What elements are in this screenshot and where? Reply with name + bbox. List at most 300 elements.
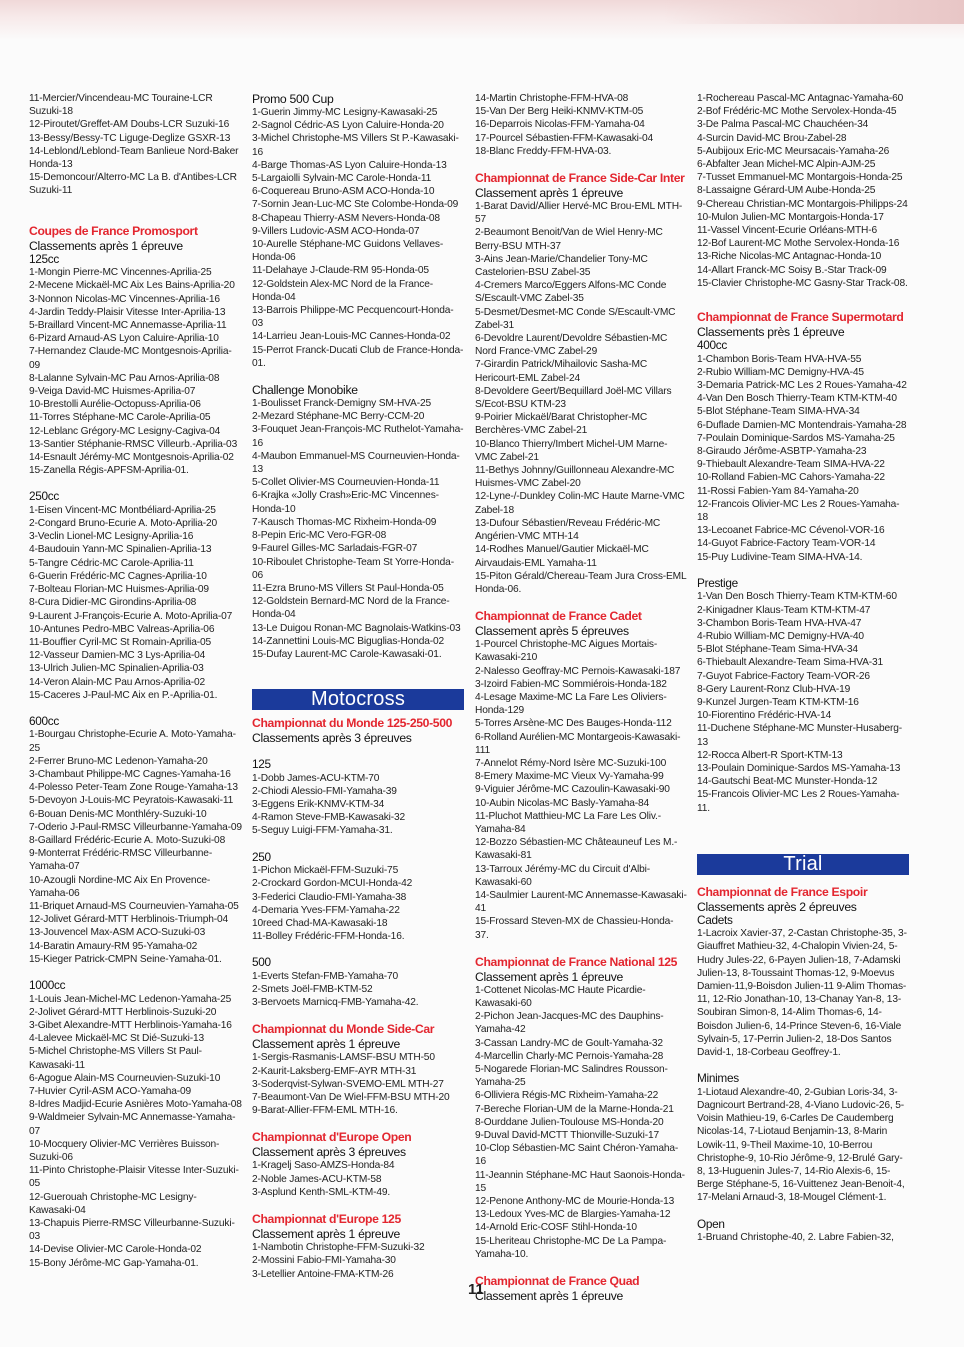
results-list <box>252 1159 464 1199</box>
result-entry: 4-Lesage Maxime-MC La Fare Les Oliviers-Honda-129 <box>475 691 667 717</box>
spacer <box>475 596 687 609</box>
result-entry: 1-Chambon Boris-Team HVA-HVA-55 <box>697 353 862 365</box>
result-entry: 2-Pichon Jean-Jacques-MC des Dauphins-Yamaha-42 <box>475 1011 664 1036</box>
result-entry: 8-Giraudo Jérôme-ASBTP-Yamaha-23 <box>697 445 867 457</box>
result-entry: 3-Fouquet Jean-François-MC Ruthelot-Yamaha-16 <box>252 424 464 449</box>
results-list <box>252 772 464 838</box>
column-3 <box>475 92 687 1303</box>
result-entry: 12-Vasseur Damien-MC 3 Lys-Aprilia-04 <box>29 650 206 662</box>
section-title: Classements après 2 épreuves <box>697 899 857 914</box>
result-entry: 13-Ulrich Julien-MC Spinalien-Aprilia-03 <box>29 663 204 675</box>
result-entry: 15-Demoncour/Alterro-MC La B. d'Antibes-LCR Suzuki-11 <box>29 172 237 197</box>
results-list <box>29 266 242 477</box>
result-entry: 4-Rubio William-MC Demigny-HVA-40 <box>697 630 864 642</box>
section-title: Classement après 1 épreuve <box>252 1227 401 1242</box>
result-entry: 3-Federici Claudio-FMI-Yamaha-38 <box>252 891 407 903</box>
result-entry: 11-Bouffier Cyril-MC St Romain-Aprilia-05 <box>29 636 211 648</box>
result-entry: 3-Demaria Patrick-MC Les 2 Roues-Yamaha-42 <box>697 379 907 391</box>
category-label: 250cc <box>29 489 59 504</box>
results-list <box>252 106 464 370</box>
result-entry: 4-Lalevee Mickaël-MC St Dié-Suzuki-13 <box>29 1033 205 1045</box>
spacer <box>697 290 909 310</box>
category-label: Prestige <box>697 575 738 590</box>
result-entry: 10-Riboulet Christophe-Team St Yorre-Honda-06 <box>252 556 454 581</box>
result-entry: 10-Clop Sébastien-MC Saint Chéron-Yamaha-16 <box>475 1143 679 1168</box>
results-list <box>475 984 687 1261</box>
result-entry: 7-Poulain Dominique-Sardos MS-Yamaha-25 <box>697 432 895 444</box>
result-entry: 2-Congard Bruno-Ecurie A. Moto-Aprilia-20 <box>29 518 218 530</box>
result-entry: 14-Saulmier Laurent-MC Annemasse-Kawasaki-41 <box>475 889 687 915</box>
result-entry: 2-Mecene Mickaël-MC Aix Les Bains-Aprilia-20 <box>29 280 235 292</box>
result-entry: 10-Mocquery Olivier-MC Verrières Buisson-Suzuki-06 <box>29 1138 220 1164</box>
trial-banner: Trial <box>697 854 909 875</box>
section-title: Classements après 1 épreuve <box>29 238 183 253</box>
result-entry: 2-Ferrer Bruno-MC Ledenon-Yamaha-20 <box>29 755 208 767</box>
result-entry: 8-Pepin Eric-MC Vero-FGR-08 <box>252 530 387 542</box>
result-entry: 18-Blanc Freddy-FFM-HVA-03. <box>475 145 612 157</box>
result-entry: 11-Briquet Arnaud-MS Courneuvien-Yamaha-05 <box>29 901 239 913</box>
result-entry: 1-Sergis-Rasmanis-LAMSF-BSU MTH-50 <box>252 1052 435 1064</box>
result-entry: 4-Baudouin Yann-MC Spinalien-Aprilia-13 <box>29 544 212 556</box>
result-entry: 3-Chambaut Philippe-MC Cagnes-Yamaha-16 <box>29 769 231 781</box>
result-entry: 5-Aubijoux Eric-MC Meursacais-Yamaha-26 <box>697 145 890 157</box>
result-entry: 14-Baratin Amaury-RM 95-Yamaha-02 <box>29 940 198 952</box>
result-entry: 13-Dufour Sébastien/Reveau Frédéric-MC Angérien-VMC MTH-14 <box>475 517 661 543</box>
result-entry: 7-Sornin Jean-Luc-MC Ste Colombe-Honda-09 <box>252 199 459 211</box>
result-entry: 3-Eggens Erik-KNMV-KTM-34 <box>252 799 385 811</box>
result-entry: 6-Rolland Aurélien-MC Montargeois-Kawasaki-111 <box>475 731 681 756</box>
spacer <box>252 745 464 758</box>
result-entry: 11-Pinto Christophe-Plaisir Vitesse Inter-Suzuki-05 <box>29 1165 239 1190</box>
category-label: 125 <box>252 757 271 772</box>
result-entry: 9-Faurel Gilles-MC Sarladais-FGR-07 <box>252 543 418 555</box>
result-entry: 8-Emery Maxime-MC Vieux Vy-Yamaha-99 <box>475 771 664 783</box>
spacer <box>475 942 687 955</box>
result-entry: 2-Noble James-ACU-KTM-58 <box>252 1173 382 1185</box>
section-title: Classement après 1 épreuve <box>475 969 624 984</box>
result-entry: 2-Beaumont Benoit/Van de Wiel Henry-MC Berry-BSU MTH-37 <box>475 227 663 252</box>
result-entry: 12-Leblanc Grégory-MC Lesigny-Cagiva-04 <box>29 425 221 437</box>
result-entry: 11-Vassel Vincent-Ecurie Orléans-MTH-6 <box>697 225 878 237</box>
result-entry: 13-Tarroux Jérémy-MC du Circuit d'Albi-Kawasaki-60 <box>475 863 650 888</box>
result-entry: 4-Cremers Marco/Eggers Alfons-MC Conde S/Escault-VMC Zabel-35 <box>475 280 667 305</box>
result-entry: 7-Guyot Fabrice-Factory Team-VOR-26 <box>697 670 870 682</box>
result-entry: 3-Soderqvist-Sylwan-SVEMO-EML MTH-27 <box>252 1078 444 1090</box>
spacer <box>252 1117 464 1130</box>
result-entry: 1-Barat David/Allier Hervé-MC Brou-EML MTH-57 <box>475 201 683 226</box>
result-entry: 3-Chambon Boris-Team HVA-HVA-47 <box>697 617 862 629</box>
result-entry: 15-Kieger Patrick-CMPN Seine-Yamaha-01. <box>29 953 222 965</box>
result-entry: 6-Devoldre Laurent/Devoldre Sébastien-MC Nord France-VMC Zabel-29 <box>475 333 668 358</box>
result-entry: 5-Torres Arsène-MC Des Bauges-Honda-112 <box>475 718 672 730</box>
result-entry: 5-Blot Stéphane-Team SIMA-HVA-34 <box>697 406 860 418</box>
results-list <box>475 200 687 596</box>
result-entry: 9-Kunzel Jurgen-Team KTM-KTM-16 <box>697 696 859 708</box>
result-entry: 10-Aurelle Stéphane-MC Guidons Vellaves-Honda-06 <box>252 239 444 264</box>
result-entry: 8-Gaillard Frédéric-Ecurie A. Moto-Suzuki-08 <box>29 835 226 847</box>
result-entry: 6-Abfalter Jean Michel-MC Alpin-AJM-25 <box>697 159 876 171</box>
result-entry: 15-Caceres J-Paul-MC Aix en P.-Aprilia-01. <box>29 689 218 701</box>
result-entry: 12-Piroutet/Greffet-AM Doubs-LCR Suzuki-16 <box>29 119 230 131</box>
result-entry: 13-Barrois Philippe-MC Pecquencourt-Honda-03 <box>252 305 454 330</box>
result-entry: 4-Jardin Teddy-Plaisir Vitesse Inter-Aprilia-13 <box>29 306 226 318</box>
results-list <box>475 638 687 942</box>
section-heading: Championnat du Monde 125-250-500 <box>252 716 453 731</box>
result-entry: 14-Rodhes Manuel/Gautier Mickaël-MC Airvaudais-EML Yamaha-11 <box>475 544 649 569</box>
result-entry: 10-Aubin Nicolas-MC Basly-Yamaha-84 <box>475 797 650 809</box>
result-entry: 7-Hernandez Claude-MC Montgesnois-Aprilia-09 <box>29 346 232 371</box>
results-list <box>252 397 464 661</box>
result-entry: 2-Bof Frédéric-MC Mothe Servolex-Honda-45 <box>697 106 897 118</box>
result-entry: 1-Louis Jean-Michel-MC Ledenon-Yamaha-25 <box>29 993 232 1005</box>
result-entry: 7-Huvier Cyril-ASM ACO-Yamaha-09 <box>29 1086 192 1097</box>
result-entry: 9-Veiga David-MC Huismes-Aprilia-07 <box>29 385 196 397</box>
spacer <box>697 815 909 854</box>
result-entry: 5-Blot Stéphane-Team Sima-HVA-34 <box>697 644 858 656</box>
results-list <box>252 970 464 1010</box>
section-title: Classement après 1 épreuve <box>252 1037 401 1052</box>
results-list <box>697 1086 909 1205</box>
result-entry: 13-Jouvencel Max-ASM ACO-Suzuki-03 <box>29 927 206 939</box>
result-entry: 14-Leblond/Leblond-Team Banlieue Nord-Baker Honda-13 <box>29 145 239 171</box>
category-label: 1000cc <box>29 978 66 993</box>
result-entry: 1-Pourcel Christophe-MC Aigues Mortais-Kawasaki-210 <box>475 639 658 664</box>
header-banner-fade <box>664 0 964 24</box>
results-list <box>29 728 242 966</box>
spacer <box>29 477 242 490</box>
result-entry: 10-Rolland Fabien-MC Cahors-Yamaha-22 <box>697 472 885 484</box>
result-entry: 6-Olliviera Régis-MC Rixheim-Yamaha-22 <box>475 1090 659 1102</box>
result-entry: 8-Gery Laurent-Ronz Club-HVA-19 <box>697 683 851 695</box>
result-entry: 1-Mongin Pierre-MC Vincennes-Aprilia-25 <box>29 267 212 279</box>
spacer <box>252 1009 464 1022</box>
section-heading: Championnat d'Europe 125 <box>252 1212 401 1227</box>
result-entry: 7-Bereche Florian-UM de la Marne-Honda-21 <box>475 1103 674 1115</box>
result-entry: 11-Delahaye J-Claude-RM 95-Honda-05 <box>252 265 429 277</box>
result-entry: 8-Chapeau Thierry-ASM Nevers-Honda-08 <box>252 212 440 224</box>
column-1 <box>29 92 242 1270</box>
results-list <box>697 927 909 1059</box>
result-entry: 8-Lalanne Sylvain-MC Pau Arnos-Aprilia-08 <box>29 372 220 384</box>
results-list <box>475 92 687 158</box>
result-entry: 6-Pizard Arnaud-AS Lyon Caluire-Aprilia-10 <box>29 333 219 345</box>
category-label: 600cc <box>29 713 59 728</box>
result-entry: 12-Lyne-/-Dunkley Colin-MC Haute Marne-VMC Zabel-18 <box>475 491 685 516</box>
category-label: 250 <box>252 849 271 864</box>
column-4 <box>697 92 909 1244</box>
result-entry: 9-Poirier Mickaël/Barat Christopher-MC Berchères-VMC Zabel-21 <box>475 412 648 437</box>
result-entry: 11-Bolley Frédéric-FFM-Honda-16. <box>252 931 405 943</box>
results-list <box>252 864 464 943</box>
result-entry: 3-Cassan Landry-MC de Goult-Yamaha-32 <box>475 1037 663 1049</box>
result-entry: 6-Coquereau Bruno-ASM ACO-Honda-10 <box>252 186 435 198</box>
result-entry: 9-Viguier Jérôme-MC Cazoulin-Kawasaki-90 <box>475 784 670 796</box>
result-entry: 14-Veron Alain-MC Pau Arnos-Aprilia-02 <box>29 676 206 688</box>
section-title: Classement après 1 épreuve <box>475 1289 624 1304</box>
result-entry: 4-Barge Thomas-AS Lyon Caluire-Honda-13 <box>252 159 447 171</box>
result-entry: 15-Puy Ludivine-Team SIMA-HVA-14. <box>697 551 863 563</box>
result-entry: 11-Ezra Bruno-MS Villers St Paul-Honda-05 <box>252 582 444 594</box>
section-heading: Championnat du Monde Side-Car <box>252 1022 435 1037</box>
result-entry: 1-Dobb James-ACU-KTM-70 <box>252 772 380 784</box>
result-entry: 1-Eisen Vincent-MC Montbéliard-Aprilia-25 <box>29 504 216 516</box>
result-entry: 10-Brestolli Aurélie-Octopuss-Aprilia-06 <box>29 399 201 411</box>
result-entry: 9-Waldmeier Sylvain-MC Annemasse-Yamaha-07 <box>29 1112 236 1137</box>
section-title: Classement après 3 épreuves <box>252 1145 406 1160</box>
spacer <box>252 943 464 956</box>
result-entry: 15-Frossard Steven-MX de Chassieu-Honda-37. <box>475 916 674 941</box>
result-entry: 13-Ledoux Yves-MC de Blargies-Yamaha-12 <box>475 1209 671 1221</box>
result-entry: 10-Azougli Nordine-MC Aix En Provence-Yamaha-06 <box>29 874 211 899</box>
result-entry: 11-Pluchot Matthieu-MC La Fare Les Oliv.-Yamaha-84 <box>475 810 661 835</box>
result-entry: 15-Dufay Laurent-MC Carole-Kawasaki-01. <box>252 648 442 660</box>
result-entry: 1-Lacroix Xavier-37, 2-Castan Christophe-35, 3-Giauffret Mathieu-32, 4-Chalopin Vivien-24, 5-Hudry Jules-22, 6-Payen Julien-18, 7-Adamski Julien-13, 8-Toussaint Thomas-12, 9-Moevus Damien-11,9-Boisdon Julien-11 9-Alim Thomas-11, 12-Rio Jonathan-10, 13-Chanay Yan-8, 13-Soubiran Simon-8, 14-Alim Thomas-6, 14-Boisdon Julien-6, 14-Prince Steven-6, 16-Viale Sylvain-5, 17-Perrin Julien-2, 18-Dos Santos David-1, 18-Corbeau Geoffrey-1. <box>697 928 907 1059</box>
result-entry: 14-Larrieu Jean-Louis-MC Cannes-Honda-02 <box>252 331 451 343</box>
result-entry: 1-Everts Stefan-FMB-Yamaha-70 <box>252 970 399 982</box>
result-entry: 15-Francois Olivier-MC Les 2 Roues-Yamaha-11. <box>697 789 900 814</box>
result-entry: 14-Gautschi Beat-MC Munster-Honda-12 <box>697 776 878 788</box>
section-heading: Championnat de France National 125 <box>475 954 678 969</box>
result-entry: 14-Esnault Jérémy-MC Montgesnois-Aprilia-02 <box>29 451 234 463</box>
result-entry: 13-Riche Nicolas-MC Antagnac-Honda-10 <box>697 251 882 263</box>
result-entry: 10-Fiorentino Frédéric-HVA-14 <box>697 710 832 722</box>
result-entry: 15-Zanella Régis-APFSM-Aprilia-01. <box>29 465 189 477</box>
result-entry: 3-Michel Christophe-MS Villers St P.-Kawasaki-16 <box>252 133 459 158</box>
result-entry: 1-Pichon Mickaël-FFM-Suzuki-75 <box>252 865 399 877</box>
result-entry: 13-Lecoanet Fabrice-MC Cévenol-VOR-16 <box>697 525 885 537</box>
result-entry: 12-Bof Laurent-MC Mothe Servolex-Honda-16 <box>697 238 900 250</box>
result-entry: 7-Bolteau Florian-MC Huismes-Aprilia-09 <box>29 584 209 596</box>
result-entry: 11-Jeannin Stéphane-MC Haut Saonois-Honda-15 <box>475 1169 685 1194</box>
result-entry: 11-Bethys Johnny/Guillonneau Alexandre-MC Huismes-VMC Zabel-20 <box>475 465 675 490</box>
result-entry: 17-Pourcel Sébastien-FFM-Kawasaki-04 <box>475 132 654 144</box>
result-entry: 13-Le Duigou Ronan-MC Bagnolais-Watkins-03 <box>252 622 461 634</box>
result-entry: 1-Boulisset Franck-Demigny SM-HVA-25 <box>252 398 431 410</box>
result-entry: 3-Asplund Kenth-SML-KTM-49. <box>252 1186 391 1198</box>
result-entry: 2-Kaurit-Laksberg-EMF-AYR MTH-31 <box>252 1065 417 1077</box>
result-entry: 4-Marcellin Charly-MC Pernois-Yamaha-28 <box>475 1050 664 1062</box>
category-label: 400cc <box>697 338 727 353</box>
result-entry: 10-Blanco Thierry/Imbert Michel-UM Marne-VMC Zabel-21 <box>475 438 668 463</box>
result-entry: 7-Annelot Rémy-Nord Isère MC-Suzuki-100 <box>475 757 667 769</box>
result-entry: 4-Van Den Bosch Thierry-Team KTM-KTM-40 <box>697 393 897 405</box>
result-entry: 1-Bourgau Christophe-Ecurie A. Moto-Yamaha-25 <box>29 729 236 754</box>
result-entry: 1-Nambotin Christophe-FFM-Suzuki-32 <box>252 1242 425 1254</box>
result-entry: 1-Rochereau Pascal-MC Antagnac-Yamaha-60 <box>697 93 904 104</box>
result-entry: 3-Ains Jean-Marie/Chandelier Tony-MC Castelorien-BSU Zabel-35 <box>475 253 648 279</box>
result-entry: 15-Van Der Berg Heiki-KNMV-KTM-05 <box>475 106 644 118</box>
result-entry: 16-Deparrois Nicolas-FFM-Yamaha-04 <box>475 119 645 131</box>
category-label: 500 <box>252 955 271 970</box>
result-entry: 12-Rocca Albert-R Sport-KTM-13 <box>697 749 843 761</box>
result-entry: 7-Kausch Thomas-MC Rixheim-Honda-09 <box>252 516 437 528</box>
spacer <box>475 1261 687 1274</box>
section-title: Challenge Monobike <box>252 383 358 398</box>
result-entry: 6-Agogue Alain-MS Courneuvien-Suzuki-10 <box>29 1072 221 1084</box>
result-entry: 8-Devoldere Geert/Bequillard Joël-MC Villars S/Ecot-BSU KTM-23 <box>475 385 672 411</box>
result-entry: 5-Tangre Cédric-MC Carole-Aprilia-11 <box>29 557 194 569</box>
results-list <box>29 92 242 198</box>
category-label: Open <box>697 1216 725 1231</box>
result-entry: 4-Surcin David-MC Brou-Zabel-28 <box>697 132 847 144</box>
motocross-banner: Motocross <box>252 689 464 710</box>
result-entry: 1-Bruand Christophe-40, 2. Labre Fabien-32, <box>697 1232 894 1244</box>
result-entry: 10-Mulon Julien-MC Montargois-Honda-17 <box>697 211 884 223</box>
result-entry: 3-Bervoets Marnicq-FMB-Yamaha-42. <box>252 997 419 1009</box>
category-label: 125cc <box>29 251 59 266</box>
result-entry: 8-Lassaigne Gérard-UM Aube-Honda-25 <box>697 185 876 197</box>
result-entry: 2-Mossini Fabio-FMI-Yamaha-30 <box>252 1255 396 1267</box>
result-entry: 3-Veclin Lionel-MC Lesigny-Aprilia-16 <box>29 531 194 543</box>
result-entry: 6-Thiebault Alexandre-Team Sima-HVA-31 <box>697 657 884 669</box>
result-entry: 14-Guyot Fabrice-Factory Team-VOR-14 <box>697 538 876 550</box>
results-list <box>252 1051 464 1117</box>
result-entry: 4-Demaria Yves-FFM-Yamaha-22 <box>252 904 400 916</box>
result-entry: 14-Allart Franck-MC Soisy B.-Star Track-09 <box>697 264 887 276</box>
result-entry: 12-Penone Anthony-MC de Mourie-Honda-13 <box>475 1196 675 1208</box>
section-heading: Coupes de France Promosport <box>29 223 198 238</box>
result-entry: 1-Liotaud Alexandre-40, 2-Gubian Loris-34, 3-Dagnicourt Bertrand-28, 4-Viano Ludovic-26, 5-Voisin Mathieu-19, 6-Carles De Caudemberg Nicolas-14, 7-Liotaud Benjamin-13, 8-Marin Lowik-11, 9-Theil Maxime-10, 10-Berrou Christophe-9, 10-Rio Jérôme-9, 12-Brulé Gary-8, 13-Huguenin Jules-7, 14-Rio Alexis-6, 15-Berge Stéphane-5, 16-Vuittenez Jean-Benoit-4, 17-Melani Arnaud-3, 18-Mougel Clément-1. <box>697 1086 905 1204</box>
result-entry: 5-Michel Christophe-MS Villers St Paul-Kawasaki-11 <box>29 1046 202 1071</box>
result-entry: 2-Rubio William-MC Demigny-HVA-45 <box>697 366 864 378</box>
section-heading: Championnat d'Europe Open <box>252 1130 412 1145</box>
result-entry: 11-Rossi Fabien-Yam 84-Yamaha-20 <box>697 485 859 497</box>
result-entry: 6-Guerin Frédéric-MC Cagnes-Aprilia-10 <box>29 570 207 582</box>
column-2 <box>252 92 464 1281</box>
result-entry: 12-Goldstein Alex-MC Nord de la France-Honda-04 <box>252 278 433 303</box>
category-label: Minimes <box>697 1071 739 1086</box>
result-entry: 2-Crockard Gordon-MCUI-Honda-42 <box>252 878 413 890</box>
section-title: Classement après 5 épreuves <box>475 624 629 639</box>
result-entry: 5-Nogarede Florian-MC Salindres Rousson-Yamaha-25 <box>475 1064 668 1089</box>
result-entry: 15-Clavier Christophe-MC Gasny-Star Track-08. <box>697 277 908 289</box>
result-entry: 11-Torres Stéphane-MC Carole-Aprilia-05 <box>29 412 211 424</box>
result-entry: 7-Oderio J-Paul-RMSC Villeurbanne-Yamaha-09 <box>29 821 242 833</box>
result-entry: 9-Villers Ludovic-ASM ACO-Honda-07 <box>252 225 420 237</box>
result-entry: 9-Thiebault Alexandre-Team SIMA-HVA-22 <box>697 459 885 471</box>
result-entry: 13-Chapuis Pierre-RMSC Villeurbanne-Suzuki-03 <box>29 1218 235 1243</box>
section-heading: Championnat de France Cadet <box>475 609 642 624</box>
results-list <box>697 1231 909 1244</box>
result-entry: 2-Chiodi Alessio-FMI-Yamaha-39 <box>252 785 397 797</box>
results-list <box>252 1241 464 1281</box>
result-entry: 3-De Palma Pascal-MC Chauchéen-34 <box>697 119 869 131</box>
result-entry: 12-Jolivet Gérard-MTT Herblinois-Triumph-04 <box>29 914 229 926</box>
result-entry: 8-Cura Didier-MC Girondins-Aprilia-08 <box>29 597 197 609</box>
result-entry: 1-Kragelj Saso-AMZS-Honda-84 <box>252 1160 395 1172</box>
result-entry: 2-Nalesso Geoffray-MC Pernois-Kawasaki-187 <box>475 665 681 677</box>
page-number: 11 <box>468 1281 484 1298</box>
result-entry: 9-Monterrat Frédéric-RMSC Villeurbanne-Yamaha-07 <box>29 848 213 873</box>
result-entry: 11-Duchene Stéphane-MC Munster-Husaberg-13 <box>697 723 903 748</box>
result-entry: 15-Bony Jérôme-MC Gap-Yamaha-01. <box>29 1257 199 1269</box>
result-entry: 5-Desmet/Desmet-MC Conde S/Escault-VMC Zabel-31 <box>475 306 676 331</box>
section-heading: Championnat de France Side-Car Inter <box>475 171 685 186</box>
result-entry: 3-Nonnon Nicolas-MC Vincennes-Aprilia-16 <box>29 293 220 305</box>
result-entry: 10-Antunes Pedro-MBC Valreas-Aprilia-06 <box>29 623 215 635</box>
result-entry: 5-Largaiolli Sylvain-MC Carole-Honda-11 <box>252 173 432 185</box>
result-entry: 4-Polesso Peter-Team Zone Rouge-Yamaha-13 <box>29 782 238 794</box>
result-entry: 14-Martin Christophe-FFM-HVA-08 <box>475 93 629 104</box>
result-entry: 9-Barat-Allier-FFM-EML MTH-16. <box>252 1105 398 1117</box>
section-heading: Championnat de France Supermotard <box>697 310 904 325</box>
spacer <box>475 158 687 171</box>
spacer <box>252 838 464 851</box>
result-entry: 6-Krajka «Jolly Crash»Eric-MC Vincennes-Honda-10 <box>252 490 439 515</box>
result-entry: 5-Seguy Luigi-FFM-Yamaha-31. <box>252 825 393 837</box>
section-title: Classements près 1 épreuve <box>697 325 845 340</box>
result-entry: 3-Letellier Antoine-FMA-KTM-26 <box>252 1268 394 1280</box>
result-entry: 2-Kinigadner Klaus-Team KTM-KTM-47 <box>697 604 871 616</box>
result-entry: 6-Duflade Damien-MC Montendrais-Yamaha-28 <box>697 419 907 431</box>
result-entry: 12-Francois Olivier-MC Les 2 Roues-Yamaha-18 <box>697 498 900 523</box>
result-entry: 1-Guerin Jimmy-MC Lesigny-Kawasaki-25 <box>252 107 438 118</box>
section-heading: Championnat de France Quad <box>475 1274 640 1289</box>
result-entry: 2-Jolivet Gérard-MTT Herblinois-Suzuki-20 <box>29 1006 217 1018</box>
result-entry: 6-Bouan Denis-MC Monthléry-Suzuki-10 <box>29 808 207 820</box>
result-entry: 15-Perrot Franck-Ducati Club de France-Honda-01. <box>252 344 464 369</box>
spacer <box>252 370 464 383</box>
spacer <box>29 198 242 224</box>
result-entry: 12-Goldstein Bernard-MC Nord de la France-Honda-04 <box>252 596 450 621</box>
result-entry: 13-Santier Stéphanie-RMSC Villeurb.-Aprilia-03 <box>29 438 238 450</box>
result-entry: 7-Tusset Emmanuel-MC Montargois-Honda-25 <box>697 172 903 184</box>
result-entry: 9-Duval David-MCTT Thionville-Suzuki-17 <box>475 1130 660 1142</box>
result-entry: 10reed Chad-MA-Kawasaki-18 <box>252 917 388 929</box>
result-entry: 8-Ourddane Julien-Toulouse MS-Honda-20 <box>475 1116 664 1128</box>
result-entry: 8-Idres Madjid-Ecurie Asnières Moto-Yamaha-08 <box>29 1099 242 1111</box>
spacer <box>252 661 464 689</box>
results-list <box>29 504 242 702</box>
result-entry: 13-Poulain Dominique-Sardos MS-Yamaha-13 <box>697 762 901 774</box>
result-entry: 7-Beaumont-Van De Wiel-FFM-BSU MTH-20 <box>252 1092 450 1104</box>
result-entry: 1-Van Den Bosch Thierry-Team KTM-KTM-60 <box>697 591 897 603</box>
result-entry: 2-Sagnol Cédric-AS Lyon Caluire-Honda-20 <box>252 120 444 132</box>
result-entry: 13-Bessy/Bessy-TC Liguge-Deglize GSXR-13 <box>29 132 231 144</box>
result-entry: 1-Cottenet Nicolas-MC Haute Picardie-Kawasaki-60 <box>475 984 646 1009</box>
spacer <box>29 702 242 715</box>
result-entry: 15-Piton Gérald/Chereau-Team Jura Cross-EML Honda-06. <box>475 570 687 595</box>
spacer <box>697 564 909 577</box>
results-list <box>29 993 242 1270</box>
result-entry: 12-Guerouah Christophe-MC Lesigny-Kawasaki-04 <box>29 1191 197 1216</box>
section-title: Classements après 3 épreuves <box>252 731 412 746</box>
result-entry: 7-Girardin Patrick/Mihailovic Sasha-MC Hericourt-EML Zabel-24 <box>475 359 648 384</box>
result-entry: 3-Izoird Fabien-MC Sommiérois-Honda-182 <box>475 678 667 690</box>
result-entry: 15-Lheriteau Christophe-MC De La Pampa-Yamaha-10. <box>475 1235 667 1260</box>
result-entry: 4-Maubon Emmanuel-MS Courneuvien-Honda-13 <box>252 450 460 476</box>
result-entry: 5-Devoyon J-Louis-MC Peyratois-Kawasaki-11 <box>29 795 234 807</box>
result-entry: 9-Laurent J-François-Ecurie A. Moto-Aprilia-07 <box>29 610 233 622</box>
spacer <box>252 1199 464 1212</box>
result-entry: 5-Collet Olivier-MS Courneuvien-Honda-11 <box>252 477 440 489</box>
result-entry: 14-Devise Olivier-MC Carole-Honda-02 <box>29 1244 202 1256</box>
spacer <box>697 1205 909 1218</box>
result-entry: 9-Chereau Christian-MC Montargois-Philipps-24 <box>697 198 908 210</box>
result-entry: 3-Gibet Alexandre-MTT Herblinois-Yamaha-16 <box>29 1019 232 1031</box>
category-label: Cadets <box>697 912 733 927</box>
result-entry: 14-Arnold Eric-COSF Stihl-Honda-10 <box>475 1222 637 1234</box>
result-entry: 11-Mercier/Vincendeau-MC Touraine-LCR Suzuki-18 <box>29 93 213 118</box>
section-heading: Championnat de France Espoir <box>697 884 868 899</box>
result-entry: 12-Bozzo Sébastien-MC Châteauneuf Les M.-Kawasaki-81 <box>475 837 678 862</box>
section-title: Classement après 1 épreuve <box>475 186 624 201</box>
result-entry: 4-Ramon Steve-FMB-Kawasaki-32 <box>252 812 406 824</box>
results-list <box>697 353 909 564</box>
result-entry: 2-Mezard Stéphane-MC Berry-CCM-20 <box>252 411 425 423</box>
result-entry: 14-Zannettini Louis-MC Biguglias-Honda-02 <box>252 635 445 647</box>
results-list <box>697 92 909 290</box>
